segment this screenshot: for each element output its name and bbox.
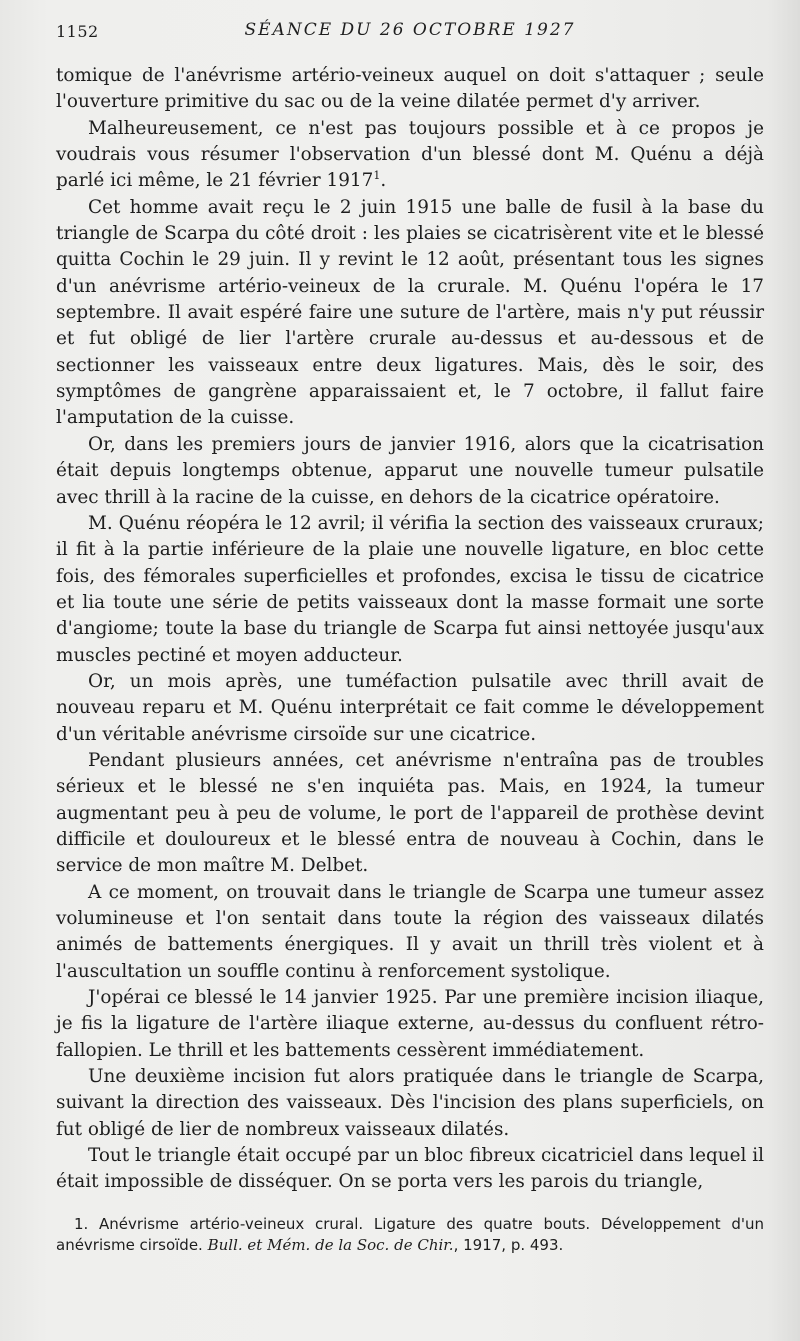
footnote-text: Anévrisme artério-veineux crural. Ligature des quatre bouts. Développement d'un anévrisme cirsoïde. xyxy=(56,1215,764,1254)
footnote xyxy=(56,1214,764,1256)
running-head xyxy=(56,20,764,46)
paragraph: Pendant plusieurs années, cet anévrisme n'entraîna pas de troubles sérieux et le blessé ne s'en inquiéta pas. Mais, en 1924, la tumeur augmentant peu à peu de volume, le port de l'appareil de prothèse devint difficile et douloureux et le blessé entra de nouveau à Cochin, dans le service de mon maître M. Delbet. xyxy=(56,749,764,877)
page-number: 1152 xyxy=(56,22,99,41)
paragraph: M. Quénu réopéra le 12 avril; il vérifia la section des vaisseaux cruraux; il fit à la partie inférieure de la plaie une nouvelle ligature, en bloc cette fois, des fémorales superficielles et profondes, excisa le tissu de cicatrice et lia toute une série de petits vaisseaux dont la masse formait une sorte d'angiome; toute la base du triangle de Scarpa fut ainsi nettoyée jusqu'aux muscles pectiné et moyen adducteur. xyxy=(56,512,764,666)
paragraph: Or, un mois après, une tuméfaction pulsatile avec thrill avait de nouveau reparu et M. Quénu interprétait ce fait comme le développement d'un véritable anévrisme cirsoïde sur une cicatrice. xyxy=(56,670,764,745)
paragraph: J'opérai ce blessé le 14 janvier 1925. Par une première incision iliaque, je fis la ligature de l'artère iliaque externe, au-dessus du confluent rétro-fallopien. Le thrill et les battements cessèrent immédiatement. xyxy=(56,987,764,1061)
body-text xyxy=(56,63,764,1196)
paragraph: Une deuxième incision fut alors pratiquée dans le triangle de Scarpa, suivant la direction des vaisseaux. Dès l'incision des plans superficiels, on fut obligé de lier de nombreux vaisseaux dilatés. xyxy=(56,1066,764,1140)
paragraph: Cet homme avait reçu le 2 juin 1915 une balle de fusil à la base du triangle de Scarpa du côté droit : les plaies se cicatrisèrent vite et le blessé quitta Cochin le 29 juin. Il y revint le 12 août, présentant tous les signes d'un anévrisme artério-veineux de la crurale. M. Quénu l'opéra le 17 septembre. Il avait espéré faire une suture de l'artère, mais n'y put réussir et fut obligé de lier l'artère crurale au-dessus et au-dessous et de sectionner les vaisseaux entre deux ligatures. Mais, dès le soir, des symptômes de gangrène apparaissaient et, le 7 octobre, il fallut faire l'amputation de la cuisse. xyxy=(56,196,764,429)
footnote-citation: , 1917, p. 493. xyxy=(453,1236,564,1254)
paragraph xyxy=(56,116,764,195)
paragraph-end: . xyxy=(380,170,387,192)
paragraph: Tout le triangle était occupé par un bloc fibreux cicatriciel dans lequel il était impossible de disséquer. On se porta vers les parois du triangle, xyxy=(56,1145,764,1193)
paragraph: tomique de l'anévrisme artério-veineux auquel on doit s'attaquer ; seule l'ouverture primitive du sac ou de la veine dilatée permet d'y arriver. xyxy=(56,65,764,113)
paragraph-text: Malheureusement, ce n'est pas toujours possible et à ce propos je voudrais vous résumer l'observation d'un blessé dont M. Quénu a déjà parlé ici même, le 21 février 1917 xyxy=(56,117,764,192)
paragraph: Or, dans les premiers jours de janvier 1916, alors que la cicatrisation était depuis longtemps obtenue, apparut une nouvelle tumeur pulsatile avec thrill à la racine de la cuisse, en dehors de la cicatrice opératoire. xyxy=(56,433,764,508)
footnote-reference: 1 xyxy=(373,169,381,183)
footnotes xyxy=(56,1214,764,1256)
running-title: SÉANCE DU 26 OCTOBRE 1927 xyxy=(244,20,576,40)
footnote-source: Bull. et Mém. de la Soc. de Chir. xyxy=(207,1236,454,1254)
paragraph: A ce moment, on trouvait dans le triangle de Scarpa une tumeur assez volumineuse et l'on sentait dans toute la région des vaisseaux dilatés animés de battements énergiques. Il y avait un thrill très violent et à l'auscultation un souffle continu à renforcement systolique. xyxy=(56,881,764,982)
footnote-number: 1. xyxy=(74,1215,89,1233)
